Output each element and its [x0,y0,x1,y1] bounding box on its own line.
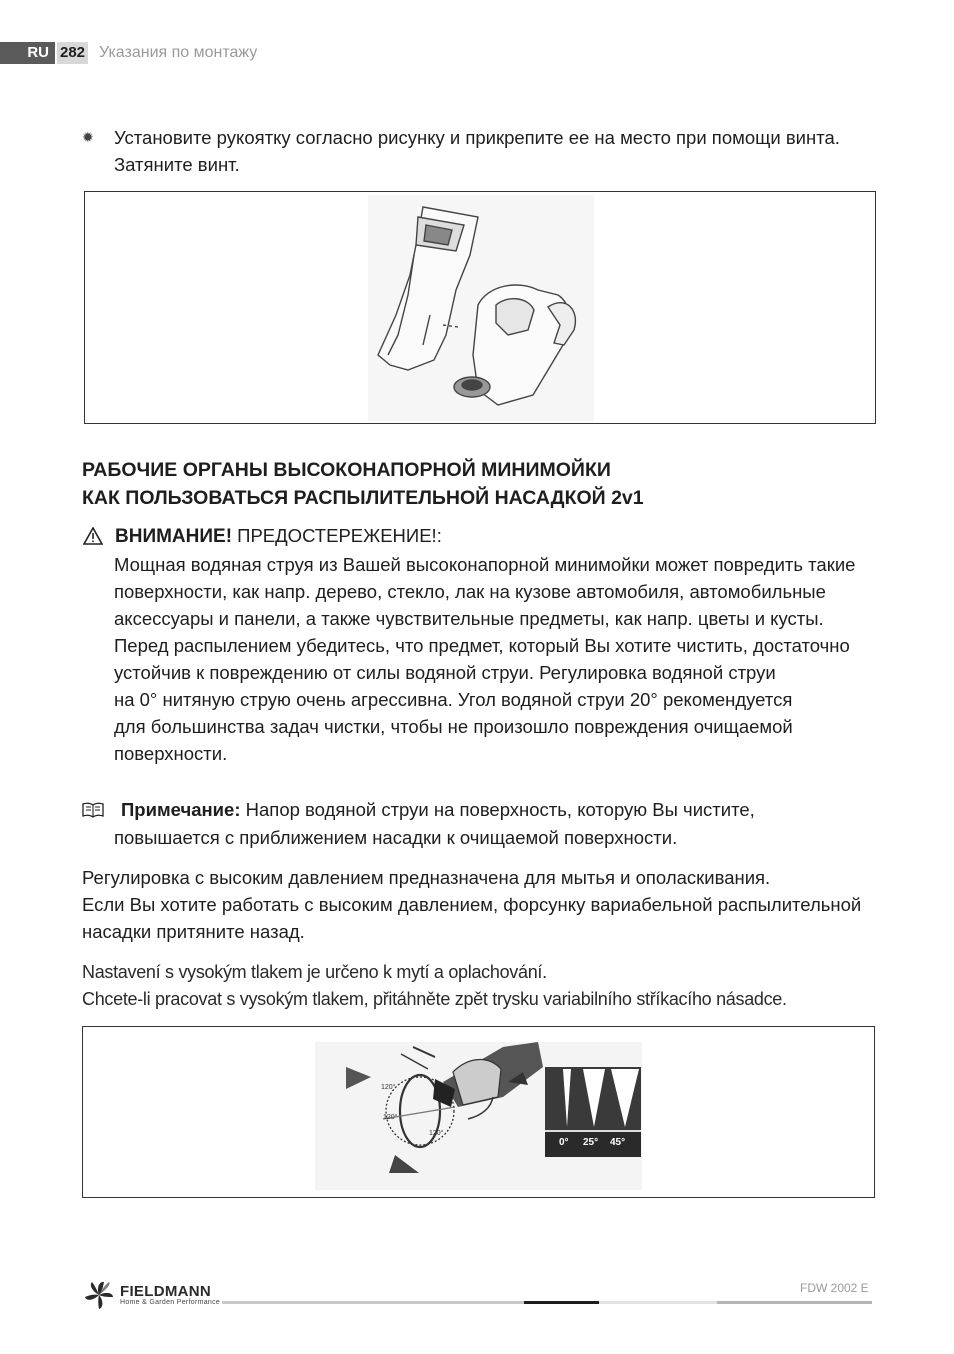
language-badge: RU [0,42,55,64]
spray-label: 45° [610,1137,626,1148]
angle-label: 120° [381,1084,396,1091]
angle-label: 120° [383,1114,398,1121]
step-line: Установите рукоятку согласно рисунку и прикрепите ее на место при помощи винта. [114,127,840,148]
warning-line: аксессуары и панели, а также чувствительные предметы, как напр. цветы и кусты. [114,608,824,629]
figure-spray-nozzle [82,1026,875,1198]
paragraph-line: Если Вы хотите работать с высоким давлением, форсунку вариабельной распылительной [82,894,862,915]
section-heading-line2: КАК ПОЛЬЗОВАТЬСЯ РАСПЫЛИТЕЛЬНОЙ НАСАДКОЙ 2v1 [82,487,644,509]
warning-label: ВНИМАНИЕ! [115,526,233,547]
warning-line: на 0° нитяную струю очень агрессивна. Угол водяной струи 20° рекомендуется [114,689,793,710]
note-label: Примечание: [121,799,241,820]
page-number [57,42,88,64]
note-line [121,796,755,823]
page-number-value: 282 [57,42,88,64]
paragraph-line: насадки притяните назад. [82,921,305,942]
paragraph-line: Регулировка с высоким давлением предназначена для мытья и ополаскивания. [82,867,771,888]
step-line: Затяните винт. [114,154,240,175]
brand-name: FIELDMANN [120,1283,212,1300]
paragraph-line: Nastavení s vysokým tlakem je určeno k mytí a oplachování. [82,962,547,982]
step-instruction [114,124,884,178]
warning-line: поверхности, как напр. дерево, стекло, лак на кузове автомобиля, автомобильные [114,581,826,602]
open-book-icon [82,802,104,823]
paragraph-line: Chcete-li pracovat s vysokým tlakem, přitáhněte zpět trysku variabilního stříkacího násadce. [82,989,787,1009]
note-line-2: повышается с приближением насадки к очищаемой поверхности. [114,827,678,848]
figure-handle-mounting [84,191,876,424]
footer-rule [222,1301,524,1304]
warning-title [115,522,442,551]
footer-rule [599,1301,717,1304]
warning-body [114,551,884,767]
header-section-title: Указания по монтажу [99,44,258,61]
section-heading-line1: РАБОЧИЕ ОРГАНЫ ВЫСОКОНАПОРНОЙ МИНИМОЙКИ [82,459,611,481]
warning-triangle-icon [83,527,103,550]
section-heading [82,456,644,512]
model-number: FDW 2002 E [800,1281,869,1295]
spray-label: 0° [559,1137,569,1148]
warning-sublabel: ПРЕДОСТЕРЕЖЕНИЕ!: [232,525,442,546]
footer-rule [524,1301,599,1304]
fan-logo-icon [82,1279,116,1316]
handle-illustration [85,192,875,423]
brand-tagline: Home & Garden Performance [120,1299,221,1306]
spray-label: 25° [583,1137,599,1148]
warning-line: устойчив к повреждению от силы водяной струи. Регулировка водяной струи [114,662,776,683]
angle-label: 120° [429,1130,444,1137]
paragraph-cz [82,959,787,1013]
note-text: Напор водяной струи на поверхность, которую Вы чистите, [240,799,755,820]
nozzle-illustration [83,1027,874,1197]
gear-bullet-icon: ✹ [82,129,94,145]
paragraph-ru [82,864,861,945]
footer-rule [717,1301,872,1304]
warning-line: Перед распылением убедитесь, что предмет, который Вы хотите чистить, достаточно [114,635,850,656]
warning-line: для большинства задач чистки, чтобы не произошло повреждения очищаемой [114,716,793,737]
warning-line: Мощная водяная струя из Вашей высоконапорной минимойки может повредить такие [114,554,856,575]
warning-line: поверхности. [114,743,228,764]
